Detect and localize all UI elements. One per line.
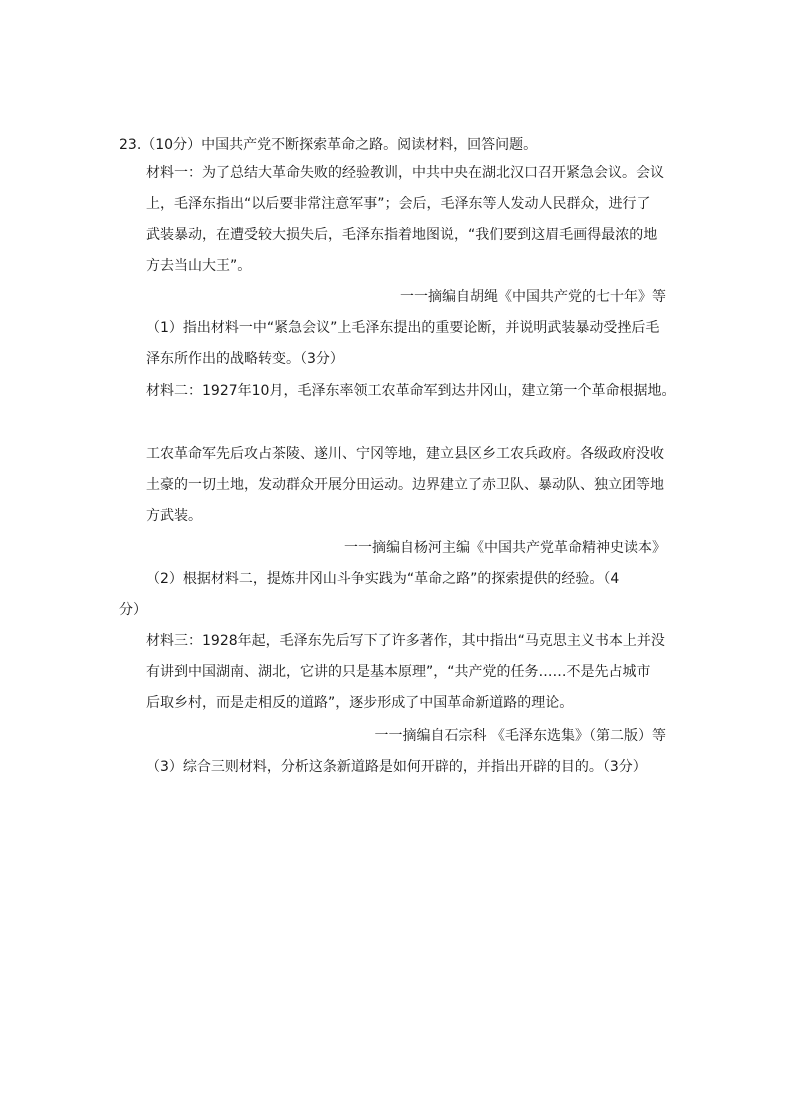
material2-line-4: 方武装。: [146, 508, 202, 524]
q2-line-1: （2）根据材料二，提炼井冈山斗争实践为“革命之路”的探索提供的经验。（4: [146, 571, 620, 587]
material2-source: 一一摘编自杨河主编《中国共产党革命精神史读本》: [344, 540, 666, 556]
material3-line-3: 后取乡村，而是走相反的道路”，逐步形成了中国革命新道路的理论。: [146, 695, 574, 711]
material1-line-1: 材料一：为了总结大革命失败的经验教训，中共中央在湖北汉口召开紧急会议。会议: [146, 165, 664, 181]
material3-source: 一一摘编自石宗科 《毛泽东选集》（第二版）等: [374, 728, 666, 744]
question-header: 23.（10分）中国共产党不断探索革命之路。阅读材料，回答问题。: [119, 137, 538, 153]
material1-line-2: 上，毛泽东指出“以后要非常注意军事”；会后，毛泽东等人发动人民群众，进行了: [146, 196, 651, 212]
material2-line-1: 材料二：1927年10月，毛泽东率领工农革命军到达井冈山，建立第一个革命根据地。: [146, 383, 676, 399]
q3-line: （3）综合三则材料，分析这条新道路是如何开辟的，并指出开辟的目的。（3分）: [146, 759, 647, 775]
material1-line-4: 方去当山大王”。: [146, 258, 252, 274]
material2-line-2: 工农革命军先后攻占茶陵、遂川、宁冈等地，建立县区乡工农兵政府。各级政府没收: [146, 446, 664, 462]
q2-line-2: 分）: [119, 602, 147, 618]
material1-source: 一一摘编自胡绳《中国共产党的七十年》等: [400, 289, 666, 305]
material3-line-1: 材料三：1928年起，毛泽东先后写下了许多著作，其中指出“马克思主义书本上并没: [146, 633, 665, 649]
q1-line-2: 泽东所作出的战略转变。（3分）: [146, 351, 344, 367]
material1-line-3: 武装暴动，在遭受较大损失后，毛泽东指着地图说，“我们要到这眉毛画得最浓的地: [146, 227, 658, 243]
q1-line-1: （1）指出材料一中“紧急会议”上毛泽东提出的重要论断，并说明武装暴动受挫后毛: [146, 320, 660, 336]
material3-line-2: 有讲到中国湖南、湖北，它讲的只是基本原理”，“共产党的任务……不是先占城市: [146, 664, 651, 680]
material2-line-3: 土豪的一切土地，发动群众开展分田运动。边界建立了赤卫队、暴动队、独立团等地: [146, 477, 664, 493]
